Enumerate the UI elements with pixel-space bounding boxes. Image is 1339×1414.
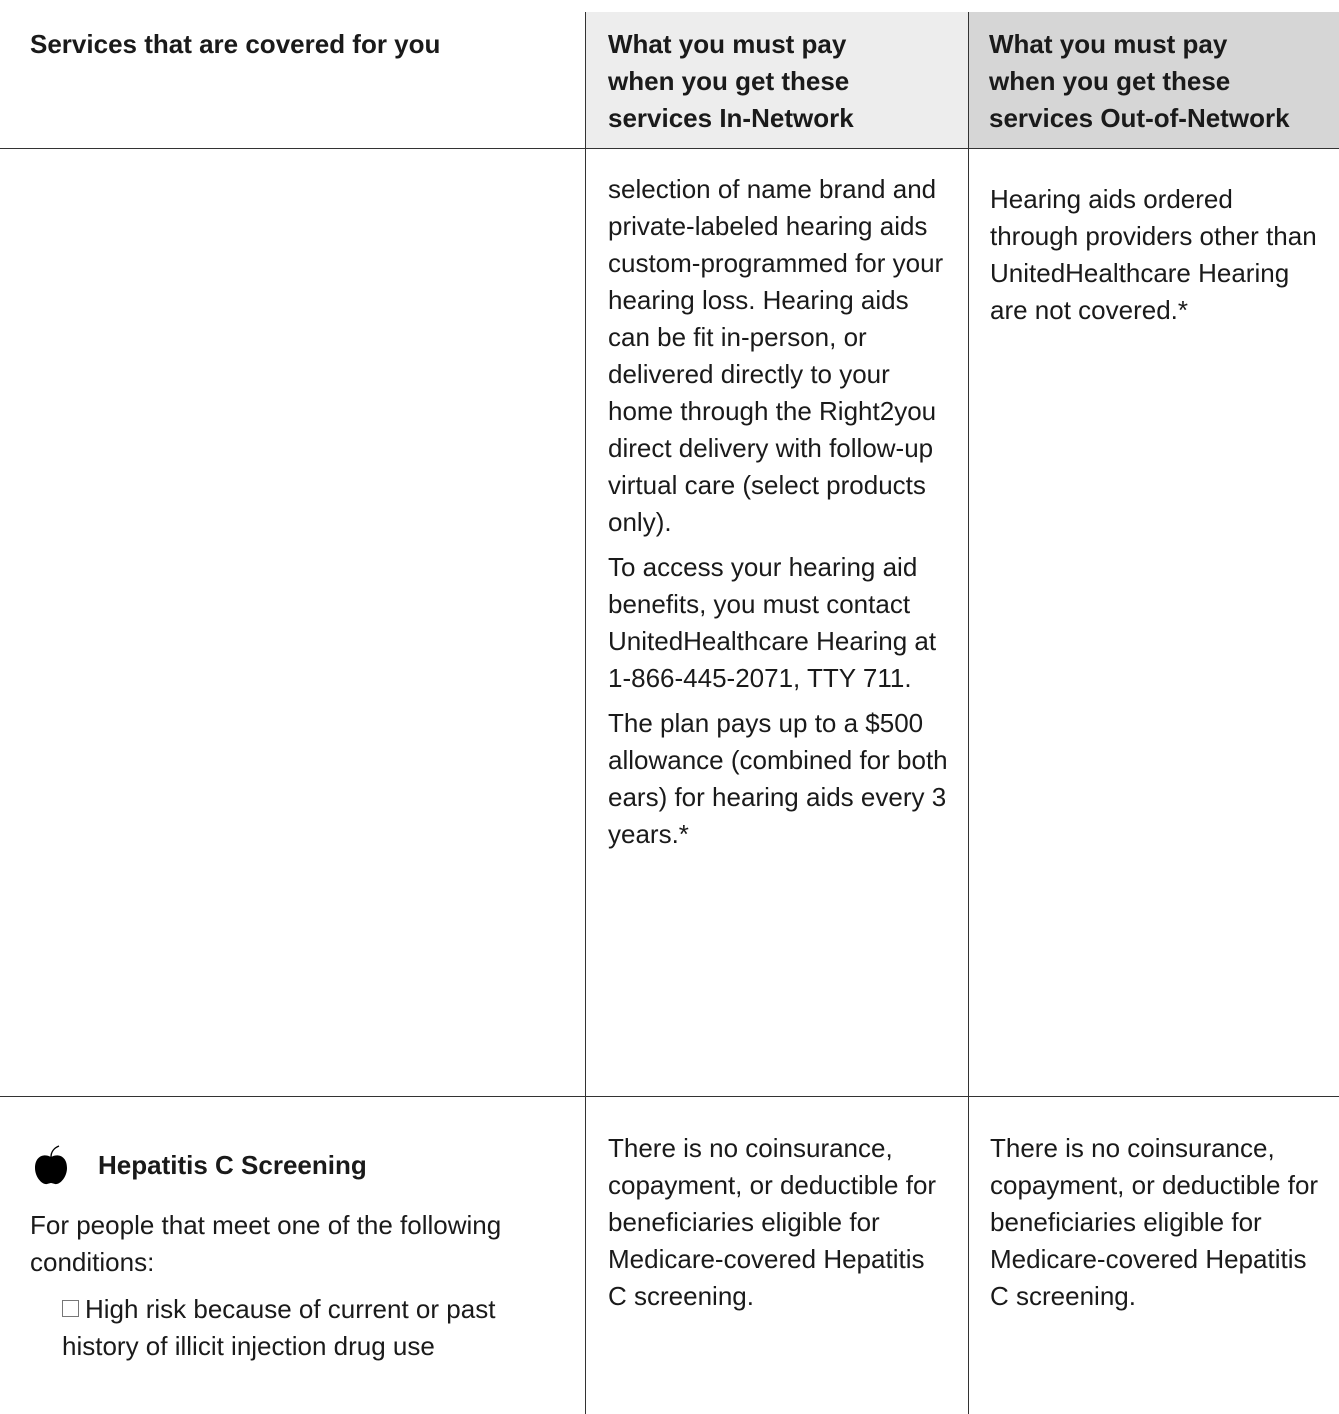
column-divider [968,12,969,1414]
service-title: Hepatitis C Screening [98,1149,367,1180]
paragraph: To access your hearing aid benefits, you must contact UnitedHealthcare Hearing at 1-866-445-2071, TTY 711. [608,552,937,693]
header-services: Services that are covered for you [30,29,441,59]
row-divider [0,1096,1339,1097]
paragraph: selection of name brand and private-labeled hearing aids custom-programmed for your hearing loss. Hearing aids can be fit in-person, or delivered directly to your home through the Right2you direct delivery with follow-up virtual care (select products only). [608,174,944,537]
header-in-network: What you must pay when you get these services In-Network [608,29,854,133]
hepatitis-c-out-network-cell [990,1130,1330,1323]
paragraph: There is no coinsurance, copayment, or deductible for beneficiaries eligible for Medicare-covered Hepatitis C screening. [608,1133,937,1311]
paragraph: Hearing aids ordered through providers other than UnitedHealthcare Hearing are not covered.* [990,184,1317,325]
hepatitis-c-title-row [34,1145,367,1185]
hepatitis-c-in-network-cell [608,1130,950,1323]
apple-icon [34,1145,68,1185]
header-out-network: What you must pay when you get these services Out-of-Network [989,29,1290,133]
service-description: For people that meet one of the following conditions: [30,1210,502,1277]
column-divider [585,12,586,1414]
hearing-aids-out-network-cell [990,181,1325,337]
hearing-aids-in-network-cell [608,171,950,861]
checkbox-bullet-icon [62,1300,79,1317]
paragraph: There is no coinsurance, copayment, or deductible for beneficiaries eligible for Medicare-covered Hepatitis C screening. [990,1133,1319,1311]
list-item: High risk because of current or past history of illicit injection drug use [62,1294,496,1361]
row-divider [0,148,1339,149]
paragraph: The plan pays up to a $500 allowance (combined for both ears) for hearing aids every 3 years.* [608,708,948,849]
